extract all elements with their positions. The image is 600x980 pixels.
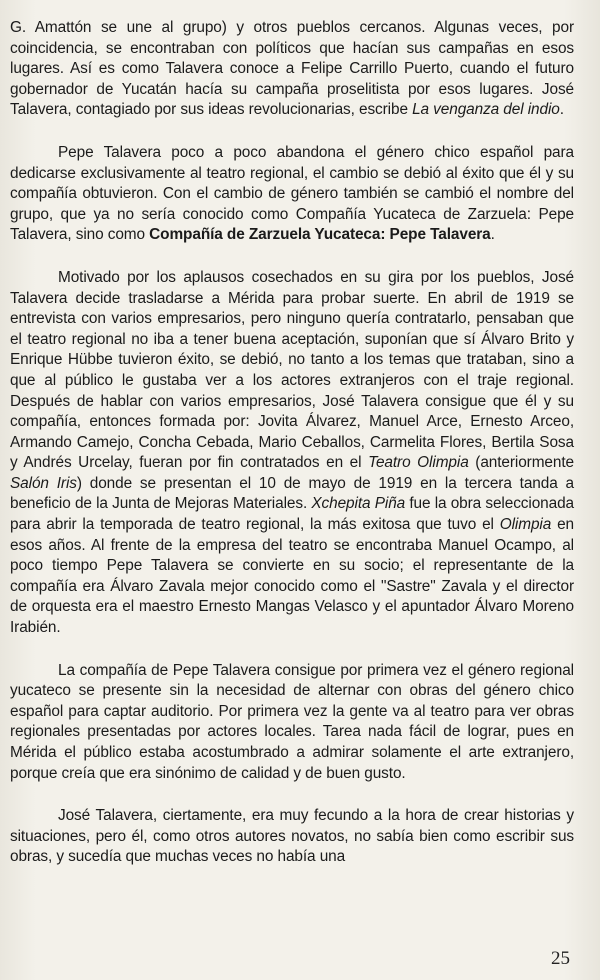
text-segment: Pepe Talavera poco a poco abandona el género chico español para dedicarse exclusivamente al teatro regional, el cambio se debió al éxito que él y su compañía obtuvieron. Con el cambio de género también se cambió el nombre del grupo, que ya no sería conocido como Compañía Yucateca de Zarzuela: Pepe Talavera, sino como (10, 143, 574, 244)
text-segment: . (559, 101, 564, 119)
paragraph-2 (10, 143, 574, 246)
text-segment: . (490, 226, 495, 244)
venue-olimpia: Olimpia (499, 516, 552, 534)
text-segment: Motivado por los aplausos cosechados en su gira por los pueblos, José Talavera decide trasladarse a Mérida para probar suerte. En abril de 1919 se entrevista con varios empresarios, pero ninguno quería contratarlo, pensaban que el teatro regional no iba a tener buena aceptación, suponían que sí Álvaro Brito y Enrique Hübbe tuvieron éxito, se debió, no tanto a los temas que trataban, sino a que al público le gustaba ver a los actores extranjeros con el traje regional. Después de hablar con varios empresarios, José Talavera consigue que él y su compañía, entonces formada por: Jovita Álvarez, Manuel Arce, Ernesto Arceo, Armando Camejo, Concha Cebada, Mario Ceballos, Carmelita Flores, Bertila Sosa y Andrés Urcelay, fueran por fin contratados en el (10, 268, 574, 472)
text-segment: José Talavera, ciertamente, era muy fecundo a la hora de crear historias y situaciones, pero él, como otros autores novatos, no sabía bien como escribir sus obras, y sucedía que muchas veces no había una (10, 807, 574, 866)
company-name-bold: Compañía de Zarzuela Yucateca: Pepe Talavera (149, 226, 491, 244)
paragraph-5 (10, 806, 574, 868)
text-segment: ) donde se presentan el 10 de mayo de 1919 en la tercera tanda a beneficio de la Junta de Mejoras Materiales. (10, 474, 574, 513)
text-segment: en esos años. Al frente de la empresa del teatro se encontraba Manuel Ocampo, al poco tiempo Pepe Talavera se convierte en su socio; el representante de la compañía era Álvaro Zavala mejor conocido como el "Sastre" Zavala y el director de orquesta era el maestro Ernesto Mangas Velasco y el apuntador Álvaro Moreno Irabién. (10, 516, 574, 637)
page-number: 25 (551, 948, 570, 969)
text-segment: fue la obra seleccionada para abrir la temporada de teatro regional, la más exitosa que tuvo el (10, 495, 575, 534)
text-segment: G. Amattón se une al grupo) y otros pueblos cercanos. Algunas veces, por coincidencia, se encontraban con políticos que hacían sus campañas en esos lugares. Así es como Talavera conoce a Felipe Carrillo Puerto, cuando el futuro gobernador de Yucatán hacía su campaña proselitista por esos lugares. José Talavera, contagiado por sus ideas revolucionarias, escribe (10, 19, 574, 119)
work-title-xchepita: Xchepita Piña (311, 495, 406, 513)
venue-teatro-olimpia: Teatro Olimpia (368, 454, 469, 472)
work-title-venganza: La venganza del indio (412, 101, 560, 119)
text-segment: La compañía de Pepe Talavera consigue por primera vez el género regional yucateco se presente sin la necesidad de alternar con obras del género chico español para captar auditorio. Por primera vez la gente va al teatro para ver obras regionales presentadas por actores locales. Tarea nada fácil de lograr, pues en Mérida el público estaba acostumbrado a admirar solamente el arte extranjero, porque creía que era sinónimo de calidad y de buen gusto. (10, 661, 574, 782)
paragraph-4 (10, 661, 574, 785)
paragraph-3 (10, 268, 574, 639)
venue-salon-iris: Salón Iris (10, 474, 77, 492)
text-segment: (anteriormente (468, 454, 574, 472)
paragraph-1 (10, 18, 574, 121)
